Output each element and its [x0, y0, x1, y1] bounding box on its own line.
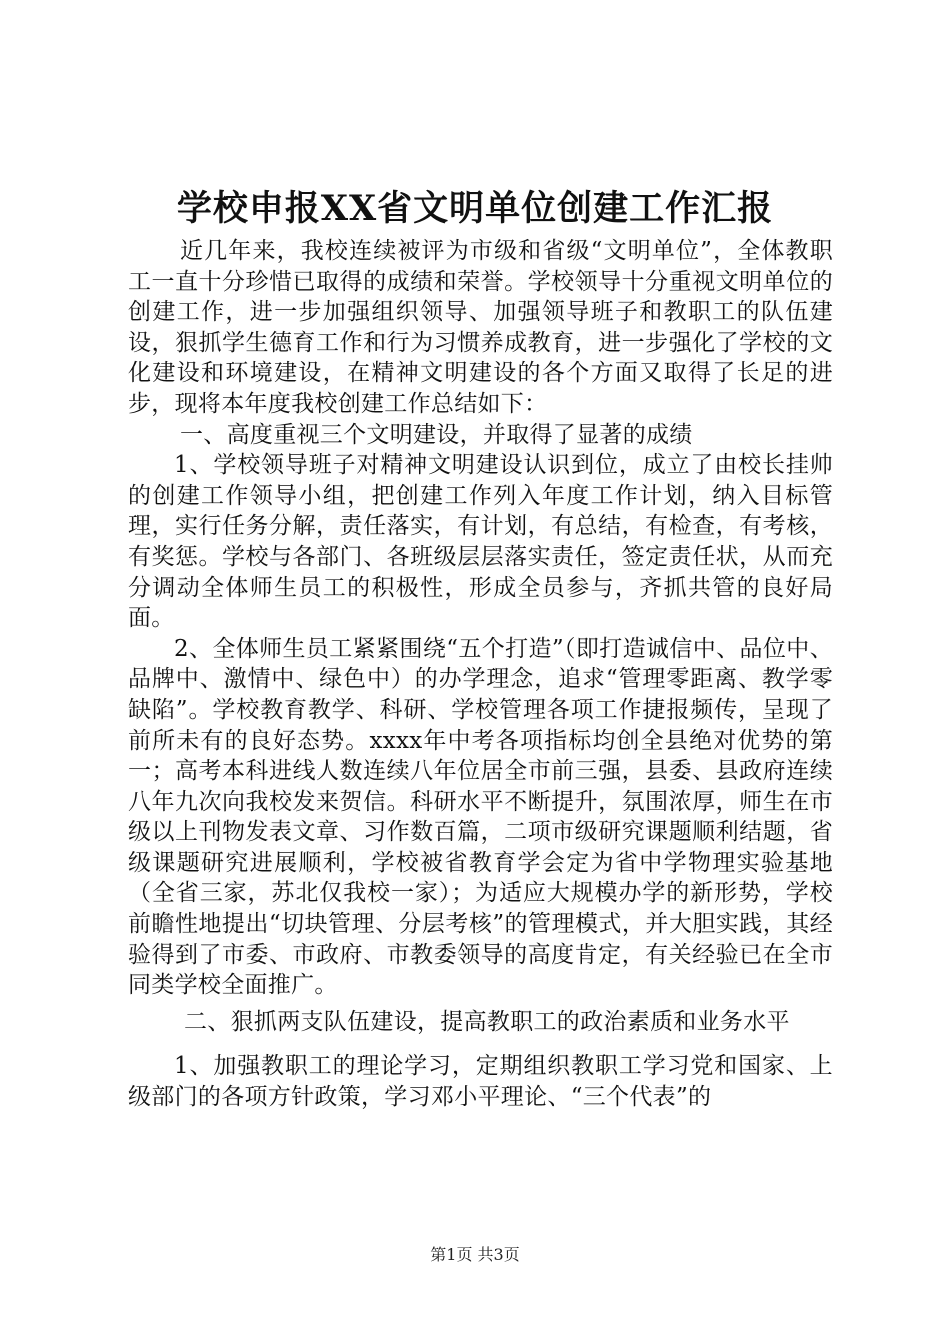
intro-paragraph: 近几年来，我校连续被评为市级和省级“文明单位”，全体教职工一直十分珍惜已取得的成绩和荣誉。学校领导十分重视文明单位的创建工作，进一步加强组织领导、加强领导班子和教职工的队伍建设，狠抓学生德育工作和行为习惯养成教育，进一步强化了学校的文化建设和环境建设，在精神文明建设的各个方面又取得了长足的进步，现将本年度我校创建工作总结如下： — [128, 238, 833, 417]
document-title: 学校申报XX省文明单位创建工作汇报 — [176, 188, 774, 229]
section-2-item-1: 1、加强教职工的理论学习，定期组织教职工学习党和国家、上级部门的各项方针政策，学习邓小平理论、“三个代表”的 — [128, 1053, 833, 1111]
section-1-item-1: 1、学校领导班子对精神文明建设认识到位，成立了由校长挂帅的创建工作领导小组，把创建工作列入年度工作计划，纳入目标管理，实行任务分解，责任落实，有计划，有总结，有检查，有考核，有奖惩。学校与各部门、各班级层层落实责任，签定责任状，从而充分调动全体师生员工的积极性，形成全员参与，齐抓共管的良好局面。 — [128, 452, 833, 632]
section-1-item-2: 2、全体师生员工紧紧围绕“五个打造”（即打造诚信中、品位中、品牌中、激情中、绿色中）的办学理念，追求“管理零距离、教学零缺陷”。学校教育教学、科研、学校管理各项工作捷报频传，呈现了前所未有的良好态势。xxxx年中考各项指标均创全县绝对优势的第一；高考本科进线人数连续八年位居全市前三强，县委、县政府连续八年九次向我校发来贺信。科研水平不断提升，氛围浓厚，师生在市级以上刊物发表文章、习作数百篇，二项市级研究课题顺利结题，省级课题研究进展顺利，学校被省教育学会定为省中学物理实验基地（全省三家，苏北仅我校一家）；为适应大规模办学的新形势，学校前瞻性地提出“切块管理、分层考核”的管理模式，并大胆实践，其经验得到了市委、市政府、市教委领导的高度肯定，有关经验已在全市同类学校全面推广。 — [128, 635, 833, 999]
section-2-heading: 二、狠抓两支队伍建设，提高教职工的政治素质和业务水平 — [184, 1008, 790, 1035]
page-number-footer: 第1页 共3页 — [430, 1245, 520, 1264]
section-1-heading: 一、高度重视三个文明建设，并取得了显著的成绩 — [180, 421, 693, 448]
document-body — [128, 236, 833, 1113]
